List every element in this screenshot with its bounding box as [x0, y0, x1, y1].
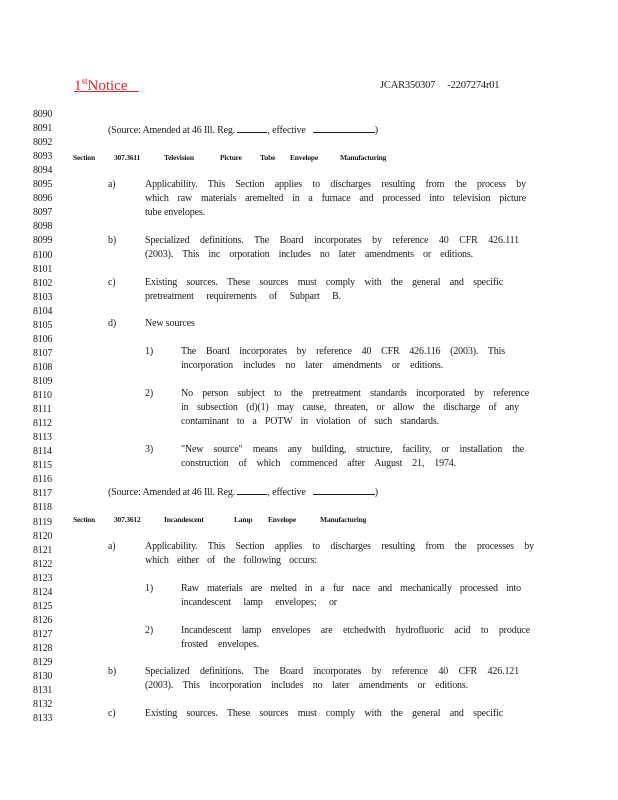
line-number: 8115 [33, 460, 52, 472]
line-number: 8111 [33, 404, 52, 416]
line-number: 8107 [33, 347, 53, 359]
line-number: 8116 [33, 474, 52, 486]
line-number: 8124 [33, 586, 53, 598]
document-id: JCAR350307 -2207274r01 [380, 80, 500, 91]
line-number: 8113 [33, 432, 52, 444]
line-number: 8090 [33, 109, 53, 120]
notice-header: 1stNotice [74, 76, 128, 94]
line-number: 8104 [33, 305, 53, 317]
line-number: 8103 [33, 291, 53, 303]
source-note: (Source: Amended at 46 Ill. Reg. , effective ) [108, 487, 378, 498]
line-number: 8100 [33, 249, 53, 261]
line-number: 8108 [33, 361, 53, 373]
line-number: 8121 [33, 544, 53, 556]
line-number: 8097 [33, 207, 53, 219]
line-number: 8130 [33, 671, 53, 682]
line-number: 8096 [33, 193, 53, 205]
line-number: 8117 [33, 488, 52, 500]
line-number: 8094 [33, 165, 53, 177]
line-number: 8091 [33, 123, 53, 134]
line-number: 8129 [33, 657, 53, 668]
line-number: 8095 [33, 179, 53, 191]
line-number: 8109 [33, 375, 53, 387]
line-number: 8122 [33, 558, 53, 570]
line-number: 8110 [33, 390, 52, 401]
line-number: 8118 [33, 502, 52, 514]
line-number: 8132 [33, 699, 53, 711]
line-number: 8112 [33, 418, 52, 430]
line-number: 8106 [33, 333, 53, 345]
line-number: 8099 [33, 235, 53, 247]
line-number: 8092 [33, 137, 53, 149]
line-number: 8120 [33, 530, 53, 542]
line-number: 8131 [33, 685, 53, 697]
line-number: 8101 [33, 263, 53, 275]
line-number: 8119 [33, 516, 52, 528]
line-number: 8105 [33, 319, 53, 331]
line-number: 8128 [33, 642, 53, 654]
line-number: 8126 [33, 614, 53, 626]
line-number: 8102 [33, 277, 53, 289]
line-number: 8098 [33, 221, 53, 233]
line-number: 8133 [33, 713, 53, 725]
source-note: (Source: Amended at 46 Ill. Reg. , effective ) [108, 125, 378, 136]
line-number: 8127 [33, 628, 53, 640]
line-number: 8114 [33, 446, 52, 458]
line-number: 8123 [33, 572, 53, 584]
line-number: 8125 [33, 600, 53, 612]
line-number: 8093 [33, 151, 53, 163]
